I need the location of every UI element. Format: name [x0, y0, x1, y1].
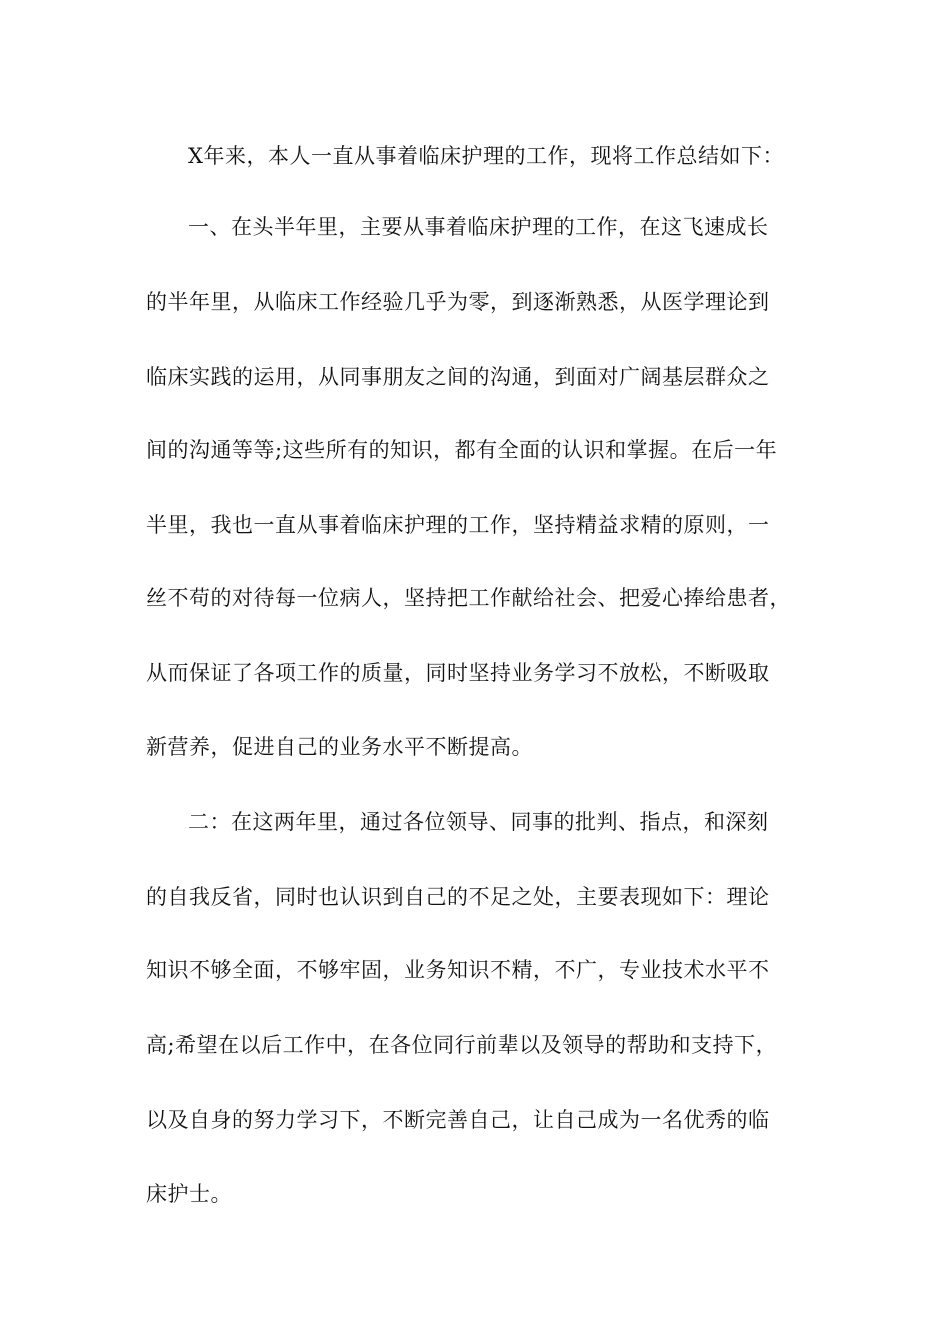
text-line: 间的沟通等等;这些所有的知识，都有全面的认识和掌握。在后一年	[146, 438, 778, 462]
text-line: 丝不苟的对待每一位病人，坚持把工作献给社会、把爱心捧给患者，	[146, 586, 791, 610]
text-line: 半里，我也一直从事着临床护理的工作，坚持精益求精的原则，一	[146, 513, 770, 537]
text-line: 一、在头半年里，主要从事着临床护理的工作，在这飞速成长	[188, 215, 769, 239]
text-line: 床护士。	[146, 1182, 232, 1206]
text-line: 的自我反省，同时也认识到自己的不足之处，主要表现如下：理论	[146, 885, 770, 909]
text-line: 临床实践的运用，从同事朋友之间的沟通，到面对广阔基层群众之	[146, 365, 770, 389]
text-line: 以及自身的努力学习下，不断完善自己，让自己成为一名优秀的临	[146, 1108, 770, 1132]
text-line: 从而保证了各项工作的质量，同时坚持业务学习不放松，不断吸取	[146, 661, 770, 685]
text-line: 知识不够全面，不够牢固，业务知识不精，不广，专业技术水平不	[146, 958, 770, 982]
text-line: 高;希望在以后工作中，在各位同行前辈以及领导的帮助和支持下，	[146, 1033, 778, 1057]
text-line: 新营养，促进自己的业务水平不断提高。	[146, 735, 533, 759]
text-line: X年来，本人一直从事着临床护理的工作，现将工作总结如下：	[188, 144, 784, 168]
text-line: 二：在这两年里，通过各位领导、同事的批判、指点，和深刻	[188, 810, 769, 834]
text-line: 的半年里，从临床工作经验几乎为零，到逐渐熟悉，从医学理论到	[146, 290, 770, 314]
